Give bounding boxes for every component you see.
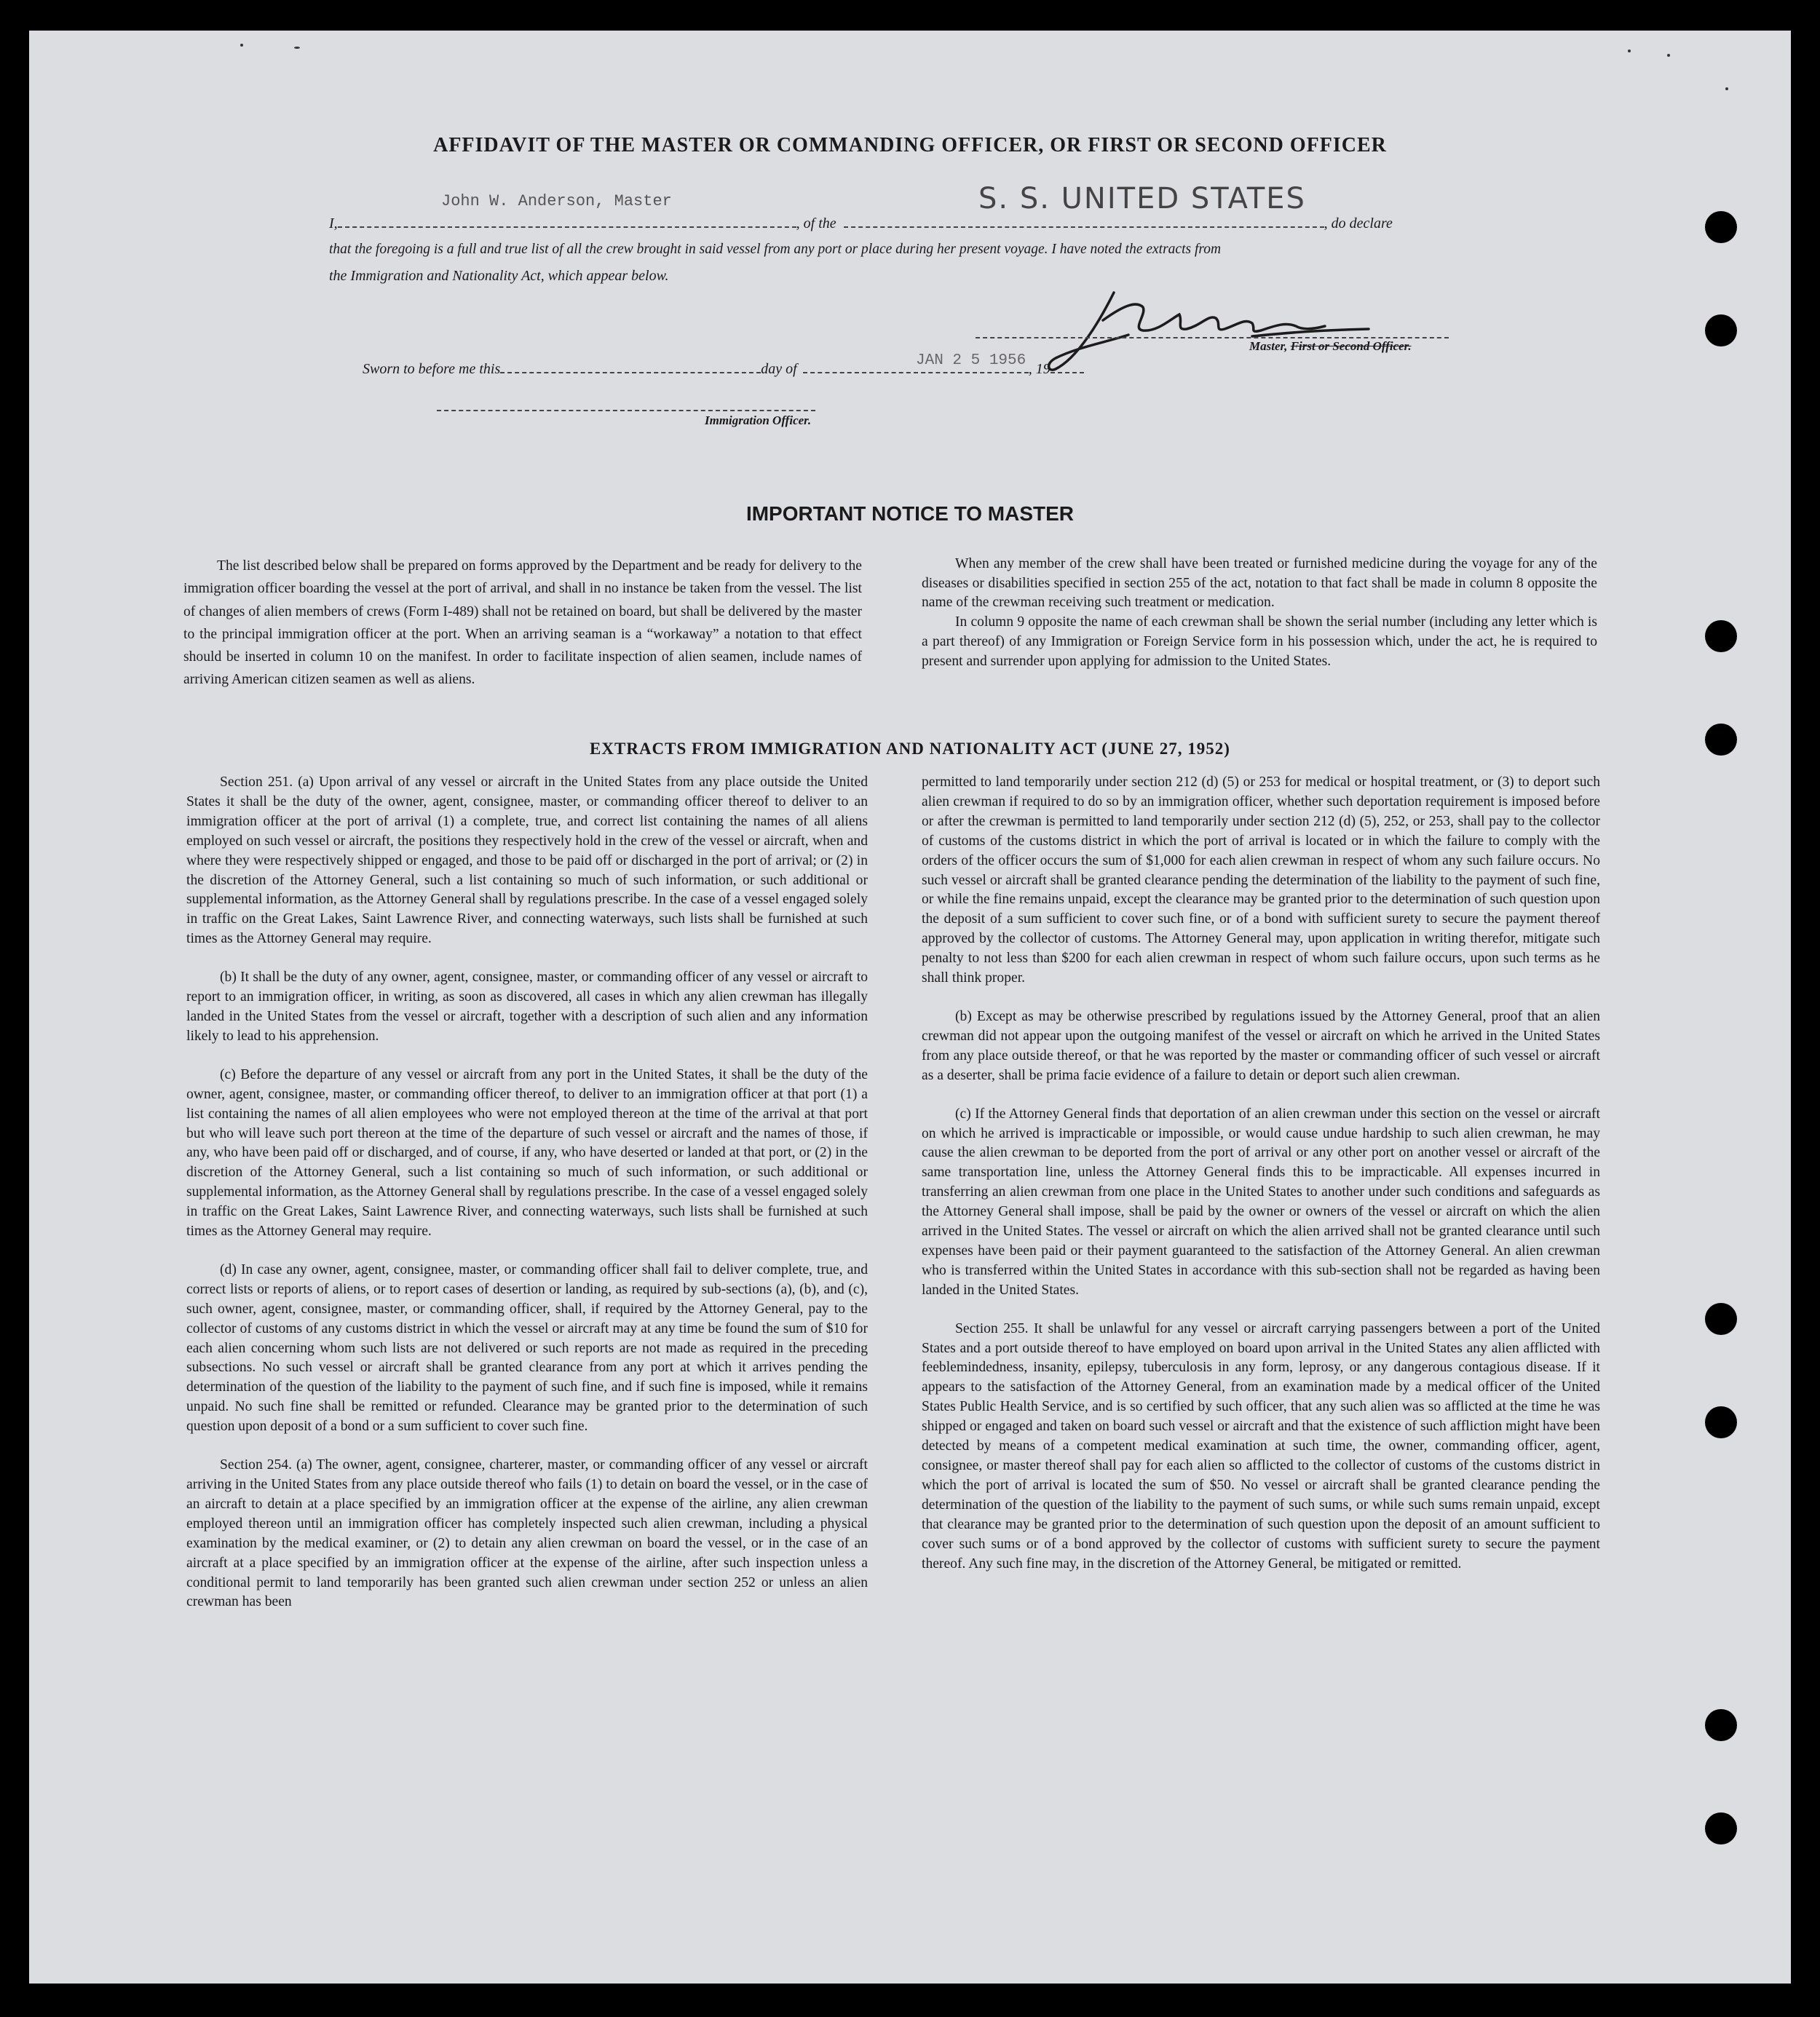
act-section-paragraph: Section 254. (a) The owner, agent, consignee, charterer, master, or commanding officer of any vessel or aircraft arriving in the United States from any place outside thereof who fails (1) to detain on board the vessel, or in the case of an aircraft to detain at a place specified by an immigration officer at the expense of the airline, any alien crewman employed thereon until an immigration officer has completely inspected such alien crewman, including a physical examination by the medical examiner, or (2) to detain any alien crewman on board the vessel, or in the case of an aircraft at a place specified by an immigration officer at the expense of the airline, after such inspection unless a conditional permit to land temporarily has been granted such alien crewman under section 252 or unless an alien crewman has been (186, 1457, 868, 1610)
i-label: I, (329, 215, 338, 231)
punch-hole (1705, 1812, 1737, 1844)
extracts-right-column (922, 773, 1600, 1574)
sworn-day-blank (500, 371, 761, 373)
affidavit-title: AFFIDAVIT OF THE MASTER OR COMMANDING OFFICER, OR FIRST OR SECOND OFFICER (433, 134, 1387, 156)
act-section-paragraph: (c) If the Attorney General finds that deportation of an alien crewman under this section on the vessel or aircraft on which he arrived is impracticable or impossible, or would cause undue hardship to such alien crewman, he may cause the alien crewman to be deported from the port of arrival or any other port on another vessel or aircraft of the same transportation line, unless the Attorney General finds this to be impracticable. All expenses incurred in transferring an alien crewman from one place in the United States to another under such conditions and safeguards as the Attorney General shall impose, shall be paid by the owner or owners of the vessel or aircraft on which the alien arrived in the United States. The vessel or aircraft on which the alien arrived shall not be granted clearance until such expenses have been paid or their payment guaranteed to the satisfaction of the Attorney General. An alien crewman who is transferred within the United States in accordance with this sub-section shall not be regarded as having been landed in the United States. (922, 1106, 1600, 1298)
extracts-title: EXTRACTS FROM IMMIGRATION AND NATIONALITY ACT (JUNE 27, 1952) (590, 740, 1230, 758)
signature-blank (976, 336, 1449, 338)
immigration-officer-label: Immigration Officer. (705, 413, 812, 427)
declaration-line: that the foregoing is a full and true list of all the crew brought in said vessel from any port or place during her present voyage. I have noted the extracts from (329, 242, 1222, 257)
act-section-paragraph: Section 255. It shall be unlawful for any vessel or aircraft carrying passengers between a port of the United States and a port outside thereof to have employed on board upon arrival in the United States any alien afflicted with feeblemindedness, insanity, epilepsy, tuberculosis in any form, leprosy, or any dangerous contagious disease. If it appears to the satisfaction of the Attorney General, from an examination made by a medical officer of the United States Public Health Service, and is so certified by such officer, that any such alien was so afflicted at the time he was shipped or engaged and taken on board such vessel or aircraft and that the existence of such affliction might have been detected by means of a competent medical examination at such time, the owner, commanding officer, agent, consignee, or master thereof shall pay for each alien so afflicted to the collector of customs of the customs district in which the port of arrival is located the sum of $50. No vessel or aircraft shall be granted clearance pending the determination of the question of the liability to the payment of such sums, or while such sums remain unpaid, except that clearance may be granted prior to the determination of such question upon the deposit of an amount sufficient to cover such sums or of a bond approved by the collector of customs with sufficient surety to secure the payment thereof. Any such fine may, in the discretion of the Attorney General, be mitigated or remitted. (922, 1320, 1600, 1572)
punch-hole (1705, 620, 1737, 652)
punch-hole (1705, 1303, 1737, 1335)
punch-hole (1705, 314, 1737, 346)
day-of-label: day of (761, 361, 797, 377)
signature-caption (1249, 339, 1412, 354)
scan-speck (1725, 87, 1728, 90)
ship-name: S. S. UNITED STATES (978, 182, 1306, 215)
punch-hole (1705, 1406, 1737, 1438)
notice-left-column (183, 555, 862, 692)
act-section-paragraph: (b) Except as may be otherwise prescribed by regulations issued by the Attorney General, proof that an alien crewman did not appear upon the outgoing manifest of the vessel or aircraft on which he arrived in the United States from any place outside thereof, or that he was reported by the master or commanding officer of such vessel or aircraft as a deserter, shall be prima facie evidence of a failure to detain or deport such alien crewman. (922, 1008, 1600, 1083)
act-section-paragraph: (b) It shall be the duty of any owner, agent, consignee, master, or commanding officer of any vessel or aircraft to report to an immigration officer, in writing, as soon as discovered, all cases in which any alien crewman has illegally landed in the United States from the vessel or aircraft, together with a description of such alien and any information likely to lead to his apprehension. (186, 970, 868, 1044)
notice-right-column (922, 555, 1597, 671)
scan-speck (1667, 54, 1670, 57)
notice-title: IMPORTANT NOTICE TO MASTER (745, 502, 1075, 525)
year-label: , 19 (1028, 361, 1051, 377)
vessel-blank (844, 226, 1324, 228)
punch-hole (1705, 1709, 1737, 1741)
sworn-label: Sworn to before me this (363, 361, 501, 377)
act-section-paragraph: (c) Before the departure of any vessel or aircraft from any port in the United States, it shall be the duty of the owner, agent, consignee, master, or commanding officer thereof, to deliver to an immigration officer at that port (1) a list containing the names of all alien employees who were not employed thereon at the time of the arrival at that port but who will leave such port thereon at the time of the departure of such vessel or aircraft and the names of those, if any, who have been paid off or discharged, and of course, if any, who have deserted or landed at that port, or (2) in the discretion of the Attorney General, such a list containing so much of such information, or such additional or supplemental information, as the Attorney General shall by regulations prescribe. In the case of a vessel engaged solely in traffic on the Great Lakes, Saint Lawrence River, and connecting waterways, such lists shall be furnished at such times as the Attorney General may require. (186, 1066, 868, 1240)
act-section-paragraph: (d) In case any owner, agent, consignee, master, or commanding officer shall fail to deliver complete, true, and correct lists or reports of aliens, or to report cases of desertion or landing, as required by sub-sections (a), (b), and (c), such owner, agent, consignee, master, or commanding officer, shall, if required by the Attorney General, pay to the collector of customs of any customs district in which the vessel or aircraft may at any time be found the sum of $10 for each alien concerning whom such lists are not delivered or such reports are not made as required in the preceding subsections. No such vessel or aircraft shall be granted clearance from any port at which it arrives pending the determination of the question of the liability to the payment of such fine, and if such fine is imposed, while it remains unpaid. No such fine shall be remitted or refunded. Clearance may be granted prior to the determination of such question upon deposit of a bond or a sum sufficient to cover such fine. (186, 1261, 868, 1435)
struck-officer-label: First or Second Officer. (1290, 339, 1412, 353)
declaration-line: the Immigration and Nationality Act, which appear below. (329, 268, 669, 284)
act-section-paragraph: permitted to land temporarily under section 212 (d) (5) or 253 for medical or hospital treatment, or (3) to deport such alien crewman if required to do so by an immigration officer, whether such deportation requirement is imposed before or after the crewman is permitted to land temporarily under section 212 (d) (5), 252, or 253, shall pay to the collector of customs of the customs district in which the port of arrival is located or in which the failure to comply with the orders of the officer occurs the sum of $1,000 for each alien crewman in respect of whom any such failure occurs. No such vessel or aircraft shall be granted clearance pending the determination of the liability to the payment of such fine, or while the fine remains unpaid, except the clearance may be granted prior to the determination of such question upon the deposit of a sum sufficient to cover such fine, or of a bond with sufficient surety to secure the payment thereof approved by the collector of customs. The Attorney General may, upon application in writing therefor, mitigate such penalty to not less than $200 for each alien crewman in respect of whom such failure occurs, upon such terms as he shall think proper. (922, 774, 1600, 986)
notice-paragraph: In column 9 opposite the name of each crewman shall be shown the serial number (including any letter which is a part thereof) of any Immigration or Foreign Service form in his possession which, under the act, he is required to present and surrender upon applying for admission to the United States. (922, 614, 1597, 669)
master-label: Master, (1249, 339, 1288, 353)
officer-blank (437, 409, 815, 411)
scan-speck (1628, 49, 1631, 52)
date-stamp: JAN 2 5 1956 (916, 352, 1026, 369)
punch-hole (1705, 211, 1737, 243)
sworn-month-blank (803, 371, 1029, 373)
master-name-typed: John W. Anderson, Master (441, 192, 672, 210)
sworn-year-blank (1051, 371, 1084, 373)
of-the-label: , of the (796, 215, 836, 231)
do-declare-label: , do declare (1324, 215, 1393, 231)
declaration-first-line (329, 215, 1393, 232)
name-blank (338, 226, 796, 228)
notice-paragraph: The list described below shall be prepared on forms approved by the Department and be ready for delivery to the immigration officer boarding the vessel at the port of arrival, and shall in no instance be taken from the vessel. The list of changes of alien members of crews (Form I-489) shall not be retained on board, but shall be delivered by the master to the principal immigration officer at the port. When an arriving seaman is a “workaway” a notation to that effect should be inserted in column 10 on the manifest. In order to facilitate inspection of alien seamen, include names of arriving American citizen seamen as well as aliens. (183, 558, 862, 688)
notice-paragraph: When any member of the crew shall have been treated or furnished medicine during the voyage for any of the diseases or disabilities specified in section 255 of the act, notation to that fact shall be made in column 8 opposite the name of the crewman receiving such treatment or medication. (922, 556, 1597, 611)
scan-speck (240, 44, 243, 47)
extracts-left-column (186, 773, 868, 1612)
act-section-paragraph: Section 251. (a) Upon arrival of any vessel or aircraft in the United States from any place outside the United States it shall be the duty of the owner, agent, consignee, master, or commanding officer thereof to deliver to an immigration officer at the port of arrival (1) a complete, true, and correct list containing the names of all aliens employed on such vessel or aircraft, the positions they respectively hold in the crew of the vessel or aircraft, when and where they were respectively shipped or engaged, and those to be paid off or discharged in the port of arrival; or (2) in the discretion of the Attorney General, such a list containing so much of such information, or such additional or supplemental information, as the Attorney General shall by regulations prescribe. In the case of a vessel engaged solely in traffic on the Great Lakes, Saint Lawrence River, and connecting waterways, such lists shall be furnished at such times as the Attorney General may require. (186, 774, 868, 947)
scan-speck (294, 47, 300, 49)
